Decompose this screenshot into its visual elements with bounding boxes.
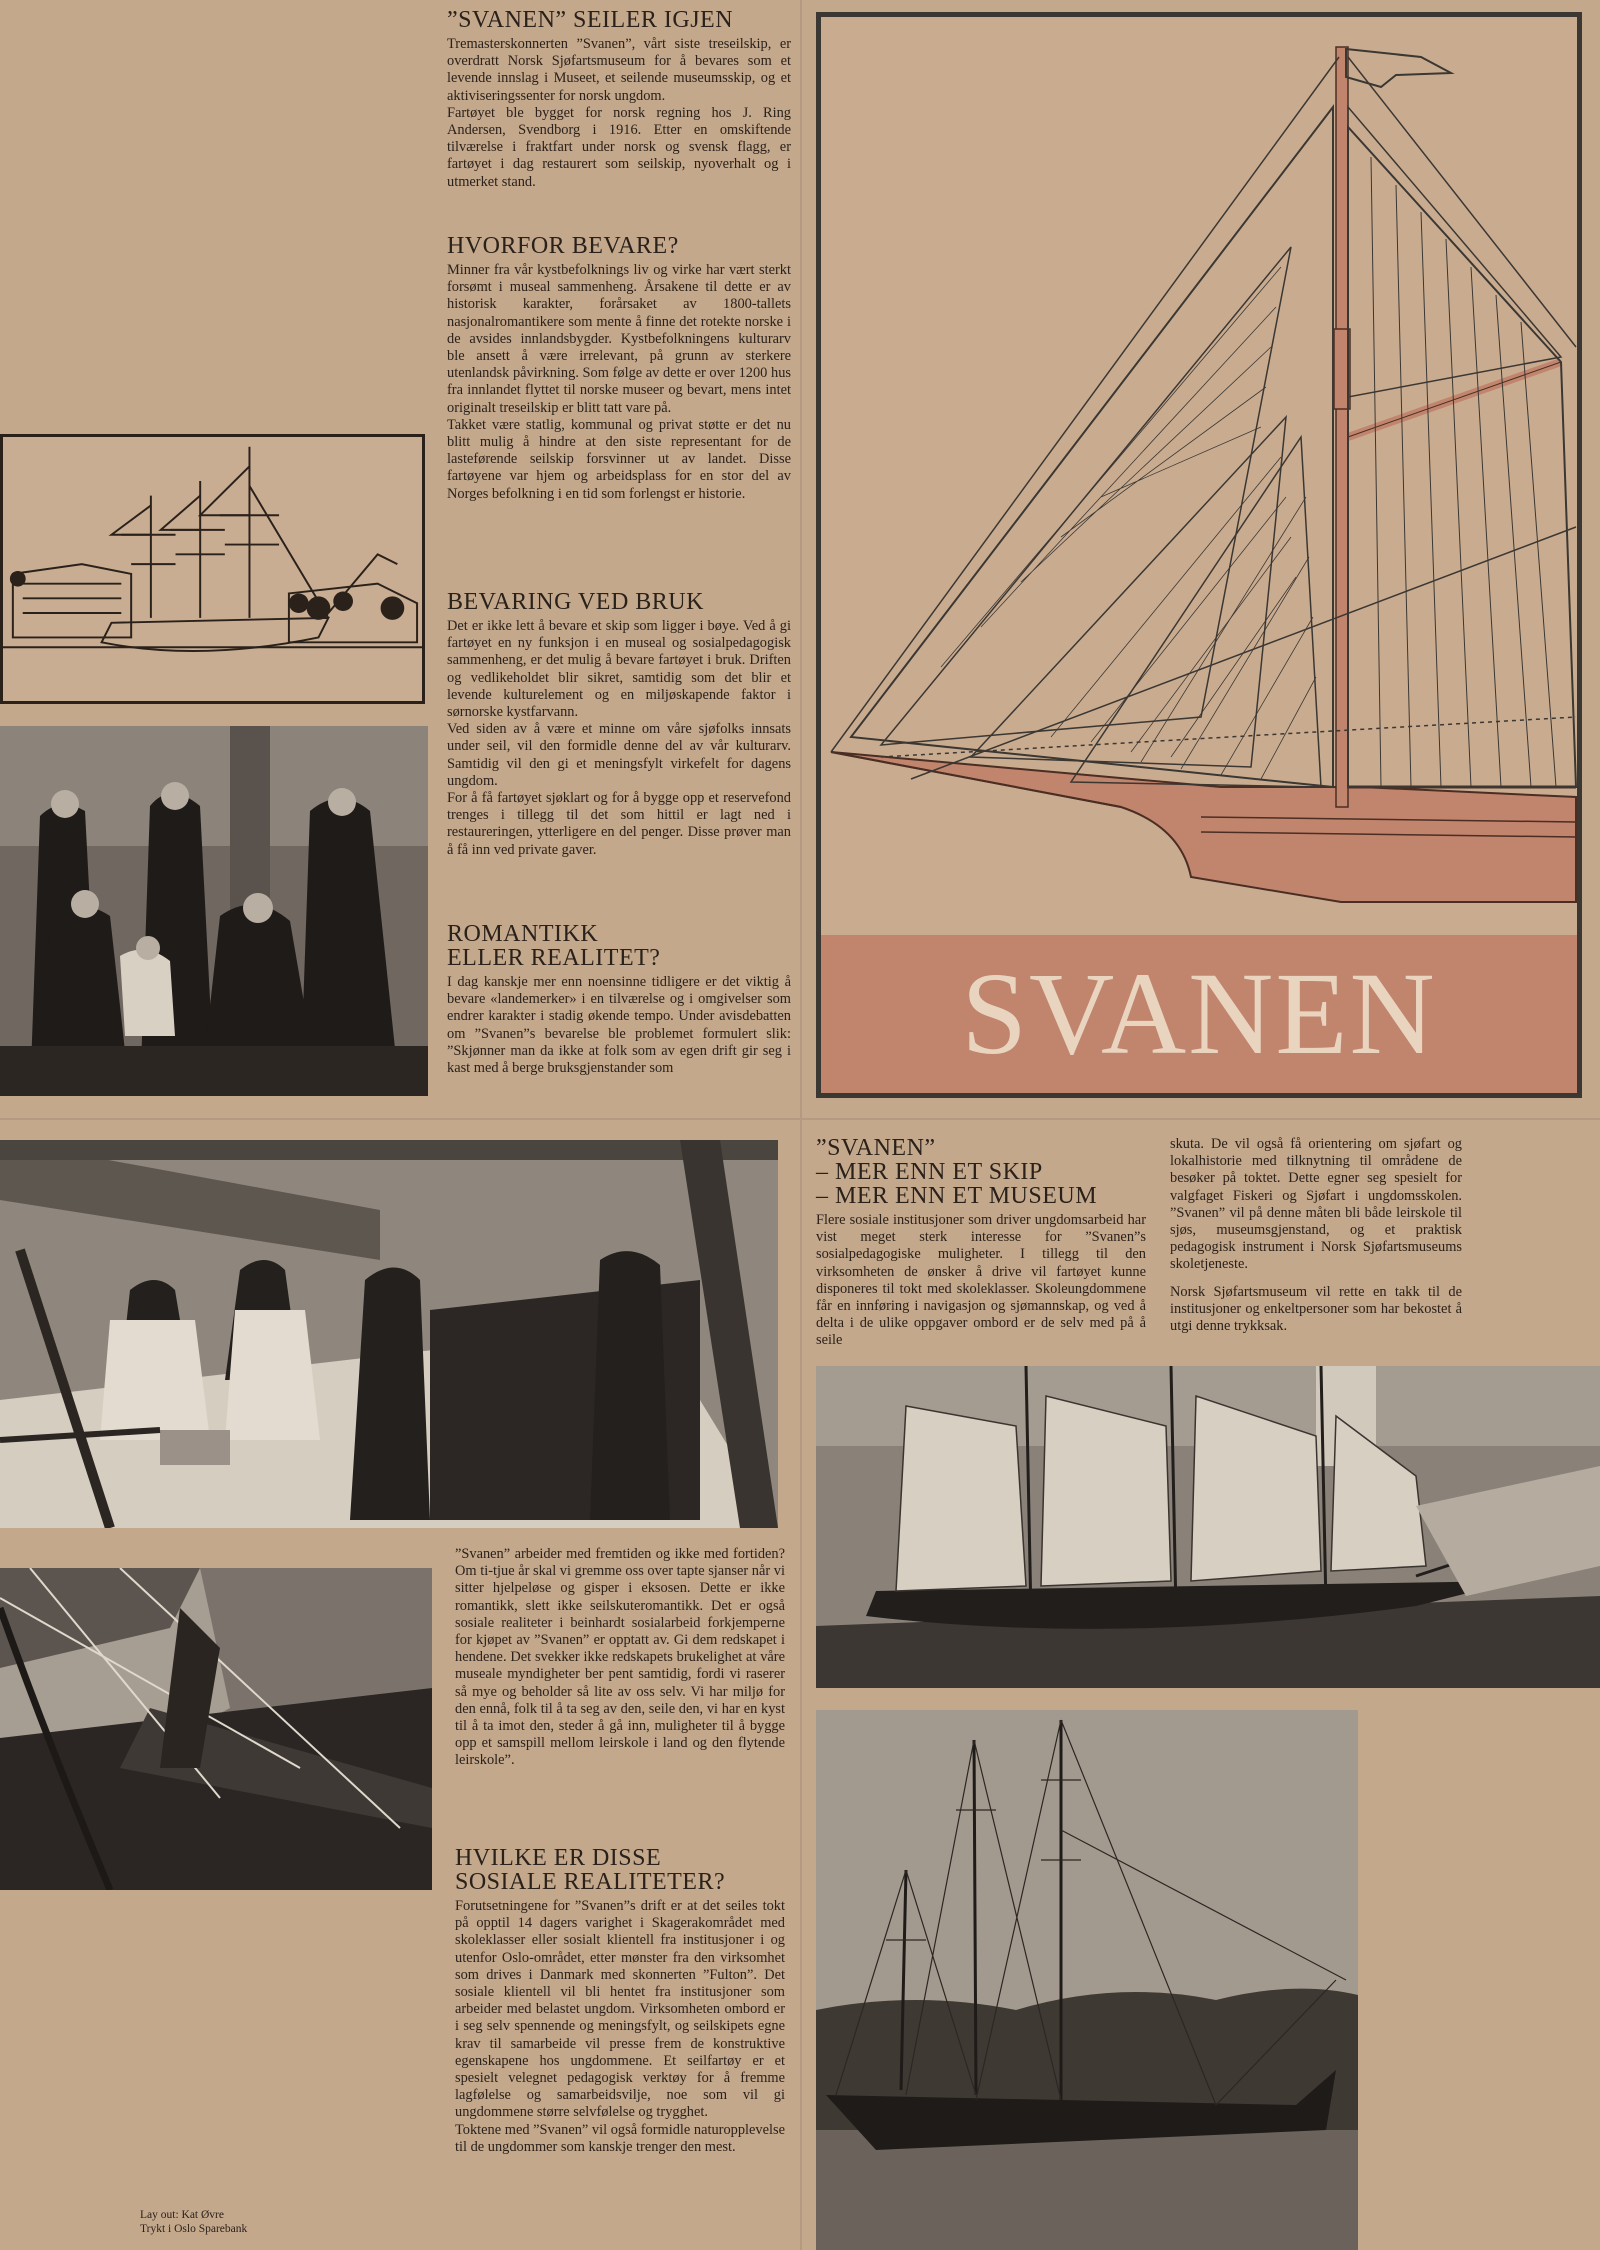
section-paragraph: Ved siden av å være et minne om våre sjøfolks innsats under seil, vil den formidle denne del av vår kulturarv. Samtidig vil den gi et meningsfylt virkefelt for dagens ungdom. bbox=[447, 721, 791, 789]
cover-title: SVANEN bbox=[821, 935, 1577, 1093]
section-paragraph: For å få fartøyet sjøklart og for å bygge opp et reservefond trenges i tillegg til det som hittil er lagt ned i restaureringen, ytterligere en del penger. Disse prøver man å få inn ved private gaver. bbox=[447, 790, 791, 858]
rigging-detail-photograph bbox=[0, 1568, 432, 1890]
horizontal-fold-line bbox=[0, 1118, 1600, 1120]
section-skuta-continuation bbox=[1170, 1136, 1462, 1335]
section-bevaring-ved-bruk bbox=[447, 590, 791, 859]
section-heading: HVORFOR BEVARE? bbox=[447, 233, 679, 259]
section-paragraph: Toktene med ”Svanen” vil også formidle naturopplevelse til de ungdommer som kanskje trenger den mest. bbox=[455, 2121, 785, 2155]
three-masted-schooner-photograph bbox=[816, 1710, 1358, 2250]
section-svanen-fremtiden bbox=[455, 1546, 785, 1770]
section-paragraph: Fartøyet ble bygget for norsk regning hos J. Ring Andersen, Svendborg i 1916. Etter en omskiftende tilværelse i fraktfart under norsk og svensk flagg, er fartøyet i dag restaurert som seilskip, nyoverhalt og i utmerket stand. bbox=[447, 104, 791, 190]
section-paragraph: ”Svanen” arbeider med fremtiden og ikke med fortiden? Om ti-tjue år skal vi gremme oss over tapte sjanser når vi sitter hjelpeløse og gisper i eksosen. Dette er ikke romantikk, slett ikke seilskuteromantikk. Det er også sosiale realiteter i beinhardt sosialarbeid forkjemperne for kjøpet av ”Svanen” er opptatt av. Gi dem redskapet i hendene. Det svekker ikke redskapets brukelighet at våre museale myndigheter ber pent samtidig, fordi vi raserer så mye og beholder så lite av oss selv. Vi har miljø for den ennå, folk til å ta seg av den, seile den, vi har en kyst til å ta imot den, steder å gå inn, muligheter til å bygge opp et samspill mellom leirskole i land og den flytende leirskole”. bbox=[455, 1546, 785, 1769]
family-photograph bbox=[0, 726, 428, 1096]
section-hvilke-er-disse bbox=[455, 1846, 785, 2156]
section-heading: SOSIALE REALITETER? bbox=[455, 1869, 726, 1895]
section-paragraph: Norsk Sjøfartsmuseum vil rette en takk til de institusjoner og enkeltpersoner som har bekostet å utgi denne trykksak. bbox=[1170, 1283, 1462, 1335]
section-heading: – MER ENN ET SKIP bbox=[816, 1159, 1043, 1185]
section-paragraph: Det er ikke lett å bevare et skip som ligger i bøye. Ved å gi fartøyet en ny funksjon i en museal og sosialpedagogisk sammenheng, er det mulig å bevare fartøyet i bruk. Driften og vedlikeholdet blir sikret, samtidig som det blir et levende kulturelement og en miljøskapende faktor i sørnorske kystfarvann. bbox=[447, 618, 791, 721]
section-mer-enn-et-skip bbox=[816, 1136, 1146, 1350]
section-paragraph: Takket være statlig, kommunal og privat støtte er det nu blitt mulig å hindre at den siste representant for de lasteførende seilskip forsvinner ut av landet. Disse fartøyene var hjem og arbeidsplass for en stor del av Norges befolkning i en tid som forlengst er historie. bbox=[447, 416, 791, 502]
section-paragraph: skuta. De vil også få orientering om sjøfart og lokalhistorie med tilknytning til områdene de besøker på toktet. Dette egner seg spesielt for valgfaget Fiskeri og Sjøfart i ungdomsskolen. ”Svanen” vil på denne måten bli både leirskole til sjøs, museumsgjenstand, og et praktisk pedagogisk instrument i Norsk Sjøfartsmuseums skoletjeneste. bbox=[1170, 1136, 1462, 1273]
section-heading: ”SVANEN” SEILER IGJEN bbox=[447, 7, 734, 33]
section-paragraph: I dag kanskje mer enn noensinne tidligere er det viktig å bevare «landemerker» i en tilværelse og i omgivelser som endrer karakter i stadig økende tempo. Under avisdebatten om ”Svanen”s bevarelse ble problemet formulert slik: ”Skjønner man da ikke at folk som av egen drift gir seg i kast med å berge bruksgjenstander som bbox=[447, 974, 791, 1077]
section-heading: ROMANTIKK bbox=[447, 921, 599, 947]
section-heading: ”SVANEN” bbox=[816, 1135, 936, 1161]
layout-credit: Lay out: Kat Øvre bbox=[140, 2209, 224, 2221]
vertical-fold-line bbox=[800, 0, 802, 2250]
museum-ship-line-drawing bbox=[0, 434, 425, 704]
section-heading: ELLER REALITET? bbox=[447, 945, 661, 971]
cover-panel bbox=[816, 12, 1582, 1098]
section-paragraph: Tremasterskonnerten ”Svanen”, vårt siste treseilskip, er overdratt Norsk Sjøfartsmuseum for å bevares som et levende innslag i Museet, et seilende museumsskip, og et aktiviseringssenter for norsk ungdom. bbox=[447, 36, 791, 104]
section-heading: – MER ENN ET MUSEUM bbox=[816, 1183, 1098, 1209]
section-paragraph: Minner fra vår kystbefolknings liv og virke har vært sterkt forsømt i museal sammenheng. Årsakene til dette er av historisk karakter, forårsaket av 1800-tallets nasjonalromantikere som mente å finne det rotekte norske i de avsides innlandsbygder. Kystbefolkningens kulturarv ble ansett å være irrelevant, på grunn av sterkere utenlandsk påvirkning. Som følge av dette er over 1200 hus fra innlandet flyttet til norske museer og bevart, mens intet originalt treseilskip er blitt tatt vare på. bbox=[447, 262, 791, 416]
crew-on-deck-photograph bbox=[0, 1140, 778, 1528]
section-heading: BEVARING VED BRUK bbox=[447, 589, 704, 615]
schooner-at-quay-photograph bbox=[816, 1366, 1600, 1688]
printer-credit: Trykt i Oslo Sparebank bbox=[140, 2223, 248, 2235]
section-paragraph: Flere sosiale institusjoner som driver ungdomsarbeid har vist meget sterk interesse for ”Svanen”s sosialpedagogiske muligheter. I tillegg til den virksomheten de ønsker å drive vil fartøyet kunne disponeres til tokt med skoleklasser. Skoleungdommene får en innføring i navigasjon og sjømannskap, og ved å delta i de ulike oppgaver ombord er de selv med på å seile bbox=[816, 1212, 1146, 1349]
sailing-ship-drawing bbox=[821, 17, 1577, 933]
section-heading: HVILKE ER DISSE bbox=[455, 1845, 662, 1871]
section-svanen-seiler-igjen bbox=[447, 8, 791, 191]
section-paragraph: Forutsetningene for ”Svanen”s drift er at det seiles tokt på opptil 14 dagers varighet i Skagerakområdet med skoleklasser eller sosialt klientell fra institusjoner i og utenfor Oslo-området, etter mønster fra den virksomhet som drives i Danmark med skonnerten ”Fulton”. Det sosiale klientell vil bli hentet fra institusjoner som arbeider med belastet ungdom. Virksomheten ombord er i seg selv spennende og meningsfylt, og seilskipets egne krav til samarbeide vil presse frem de konstruktive egenskapene hos ungdommene. Et seilfartøy er et spesielt velegnet pedagogisk verktøy for å fremme lagfølelse og samarbeidsvilje, noe som vil gi ungdommene større selvfølelse og trygghet. bbox=[455, 1898, 785, 2121]
section-romantikk-eller-realitet bbox=[447, 922, 791, 1077]
section-hvorfor-bevare bbox=[447, 234, 791, 503]
print-credits bbox=[140, 2208, 247, 2236]
